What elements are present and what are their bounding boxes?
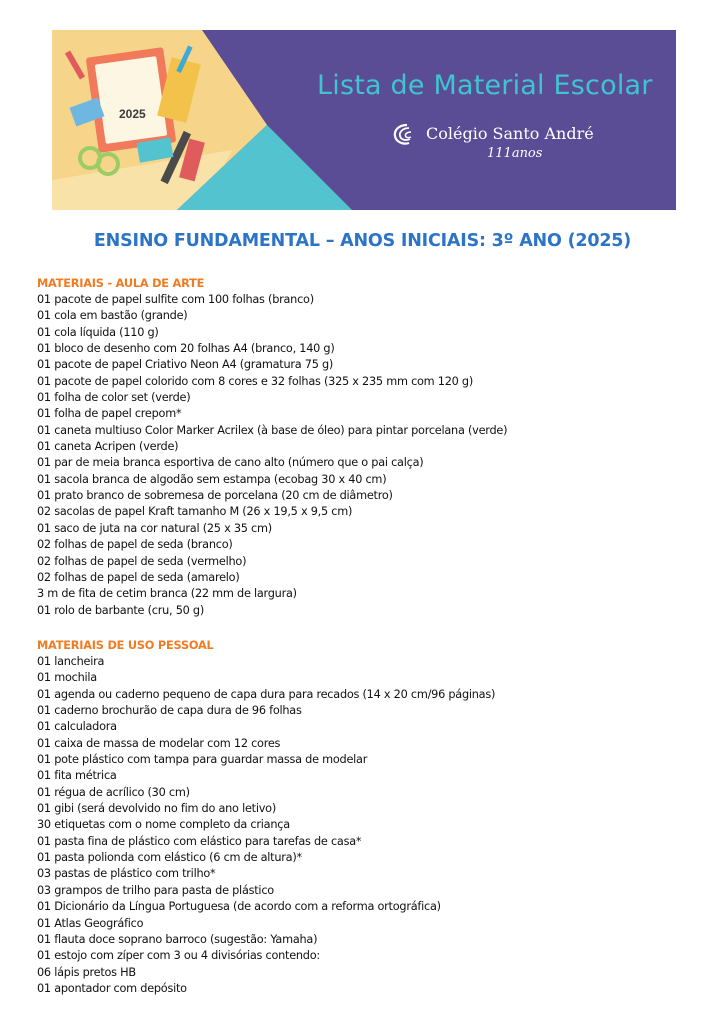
- header-banner: [52, 30, 676, 210]
- list-item: 01 rolo de barbante (cru, 50 g): [37, 603, 204, 617]
- banner-title: Lista de Material Escolar: [317, 70, 653, 101]
- list-item: 01 estojo com zíper com 3 ou 4 divisórias contendo:: [37, 949, 320, 963]
- list-item: 3 m de fita de cetim branca (22 mm de largura): [37, 587, 297, 601]
- list-item: 30 etiquetas com o nome completo da criança: [37, 818, 290, 832]
- notebook-year: 2025: [119, 107, 146, 121]
- list-item: 01 pacote de papel colorido com 8 cores e 32 folhas (325 x 235 mm com 120 g): [37, 374, 474, 388]
- list-item: 01 prato branco de sobremesa de porcelana (20 cm de diâmetro): [37, 489, 393, 503]
- list-item: 01 calculadora: [37, 720, 117, 734]
- list-item: 01 sacola branca de algodão sem estampa (ecobag 30 x 40 cm): [37, 472, 387, 486]
- list-item: 01 lancheira: [37, 655, 105, 668]
- list-item: 01 par de meia branca esportiva de cano alto (número que o pai calça): [37, 456, 424, 470]
- school-years: 111anos: [487, 146, 543, 161]
- school-name: Colégio Santo André: [426, 124, 594, 143]
- list-item: 01 caneta Acripen (verde): [37, 440, 179, 454]
- list-item: 01 agenda ou caderno pequeno de capa dura para recados (14 x 20 cm/96 páginas): [37, 687, 496, 701]
- list-item: 02 folhas de papel de seda (vermelho): [37, 554, 247, 568]
- list-item: 03 grampos de trilho para pasta de plástico: [37, 883, 274, 897]
- list-item: 01 gibi (será devolvido no fim do ano letivo): [37, 802, 276, 816]
- list-item: 01 bloco de desenho com 20 folhas A4 (branco, 140 g): [37, 342, 335, 356]
- section-title: MATERIAIS - AULA DE ARTE: [37, 277, 205, 290]
- list-item: 01 pote plástico com tampa para guardar massa de modelar: [37, 753, 368, 767]
- list-item: 01 cola líquida (110 g): [37, 325, 159, 339]
- page-title: ENSINO FUNDAMENTAL – ANOS INICIAIS: 3º ANO (2025): [93, 231, 632, 251]
- list-item: 02 folhas de papel de seda (amarelo): [37, 570, 240, 584]
- list-item: 06 lápis pretos HB: [37, 965, 136, 979]
- list-item: 01 caderno brochurão de capa dura de 96 folhas: [37, 704, 302, 718]
- list-item: 01 caneta multiuso Color Marker Acrilex (à base de óleo) para pintar porcelana (verde): [37, 423, 508, 437]
- list-item: 01 pacote de papel sulfite com 100 folhas (branco): [37, 293, 314, 306]
- list-item: 01 pasta polionda com elástico (6 cm de altura)*: [37, 851, 302, 865]
- list-item: 03 pastas de plástico com trilho*: [37, 867, 216, 881]
- section-art-materials: [37, 276, 507, 619]
- materials-list: [37, 292, 507, 619]
- list-item: 01 pacote de papel Criativo Neon A4 (gramatura 75 g): [37, 358, 334, 372]
- list-item: 01 régua de acrílico (30 cm): [37, 785, 190, 799]
- section-title: MATERIAIS DE USO PESSOAL: [37, 639, 214, 652]
- list-item: 01 apontador com depósito: [37, 981, 187, 995]
- list-item: 01 Dicionário da Língua Portuguesa (de acordo com a reforma ortográfica): [37, 900, 441, 914]
- list-item: 01 flauta doce soprano barroco (sugestão: Yamaha): [37, 932, 318, 946]
- list-item: 01 fita métrica: [37, 769, 117, 783]
- list-item: 02 sacolas de papel Kraft tamanho M (26 x 19,5 x 9,5 cm): [37, 505, 353, 519]
- list-item: 01 Atlas Geográfico: [37, 916, 144, 930]
- list-item: 02 folhas de papel de seda (branco): [37, 538, 233, 552]
- list-item: 01 caixa de massa de modelar com 12 cores: [37, 736, 281, 750]
- list-item: 01 pasta fina de plástico com elástico para tarefas de casa*: [37, 834, 362, 848]
- school-logo-icon: [392, 122, 422, 148]
- list-item: 01 mochila: [37, 671, 97, 685]
- list-item: 01 folha de color set (verde): [37, 391, 191, 405]
- list-item: 01 folha de papel crepom*: [37, 407, 182, 421]
- section-personal-materials: [37, 638, 495, 997]
- materials-list: [37, 654, 495, 997]
- list-item: 01 cola em bastão (grande): [37, 309, 188, 323]
- list-item: 01 saco de juta na cor natural (25 x 35 cm): [37, 521, 272, 535]
